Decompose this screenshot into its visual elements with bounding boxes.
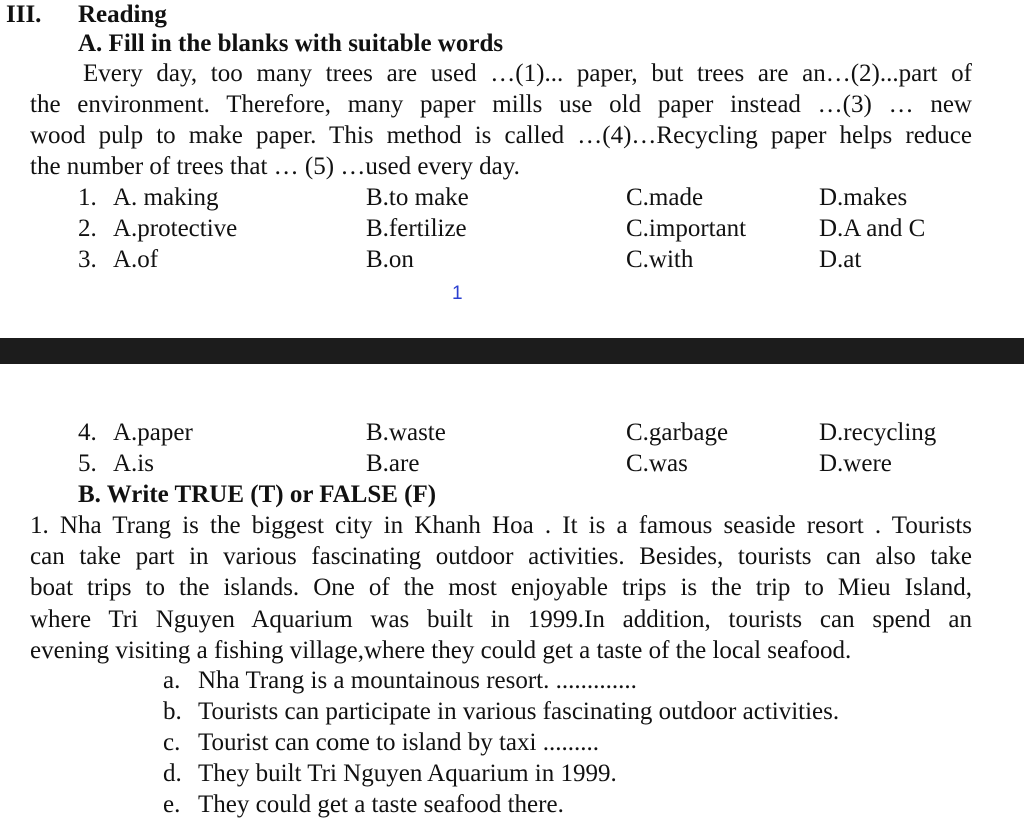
option-a: A. making (113, 184, 219, 211)
question-number: 4. (78, 419, 97, 446)
option-b: B.waste (366, 419, 446, 446)
question-number: 2. (78, 215, 97, 242)
page-break-divider (0, 338, 1024, 364)
passage-line: Every day, too many trees are used …(1)... paper, but trees are an…(2)...part of (83, 60, 972, 87)
statement-text: They built Tri Nguyen Aquarium in 1999. (198, 760, 617, 787)
passage-line: evening visiting a fishing village,where they could get a taste of the local seafood. (30, 637, 852, 664)
option-d: D.A and C (819, 215, 926, 242)
passage-line: the environment. Therefore, many paper mills use old paper instead …(3) … new (30, 91, 972, 118)
option-b: B.are (366, 450, 420, 477)
question-number: 5. (78, 450, 97, 477)
page-number: 1 (452, 283, 463, 304)
option-c: C.garbage (626, 419, 729, 446)
passage-line: the number of trees that … (5) …used every day. (30, 153, 520, 180)
statement-label: b. (163, 698, 182, 725)
passage-line: wood pulp to make paper. This method is called …(4)…Recycling paper helps reduce (30, 122, 972, 149)
question-number: 1. (78, 184, 97, 211)
question-number: 3. (78, 246, 97, 273)
statement-label: c. (163, 729, 181, 756)
option-c: C.with (626, 246, 694, 273)
section-title: Reading (78, 1, 167, 28)
option-c: C.made (626, 184, 704, 211)
passage-line: boat trips to the islands. One of the most enjoyable trips is the trip to Mieu Island, (30, 574, 972, 601)
passage-line: where Tri Nguyen Aquarium was built in 1999.In addition, tourists can spend an (30, 606, 972, 633)
option-d: D.makes (819, 184, 908, 211)
option-d: D.were (819, 450, 892, 477)
option-a: A.is (113, 450, 154, 477)
statement-text: Tourists can participate in various fascinating outdoor activities. (198, 698, 840, 725)
option-b: B.fertilize (366, 215, 467, 242)
passage-line: can take part in various fascinating outdoor activities. Besides, tourists can also take (30, 543, 972, 570)
option-a: A.protective (113, 215, 238, 242)
option-b: B.to make (366, 184, 469, 211)
part-a-title: A. Fill in the blanks with suitable words (78, 30, 504, 57)
part-b-title: B. Write TRUE (T) or FALSE (F) (78, 481, 437, 508)
passage-line: 1. Nha Trang is the biggest city in Khanh Hoa . It is a famous seaside resort . Tourists (30, 512, 972, 539)
statement-label: d. (163, 760, 182, 787)
section-number: III. (6, 1, 42, 28)
statement-label: e. (163, 791, 181, 818)
option-b: B.on (366, 246, 414, 273)
option-c: C.was (626, 450, 688, 477)
statement-text: They could get a taste seafood there. (198, 791, 564, 818)
statement-label: a. (163, 667, 181, 694)
statement-text: Tourist can come to island by taxi ......... (198, 729, 599, 756)
option-a: A.of (113, 246, 159, 273)
option-d: D.recycling (819, 419, 937, 446)
option-c: C.important (626, 215, 747, 242)
option-d: D.at (819, 246, 862, 273)
option-a: A.paper (113, 419, 193, 446)
statement-text: Nha Trang is a mountainous resort. ............. (198, 667, 637, 694)
